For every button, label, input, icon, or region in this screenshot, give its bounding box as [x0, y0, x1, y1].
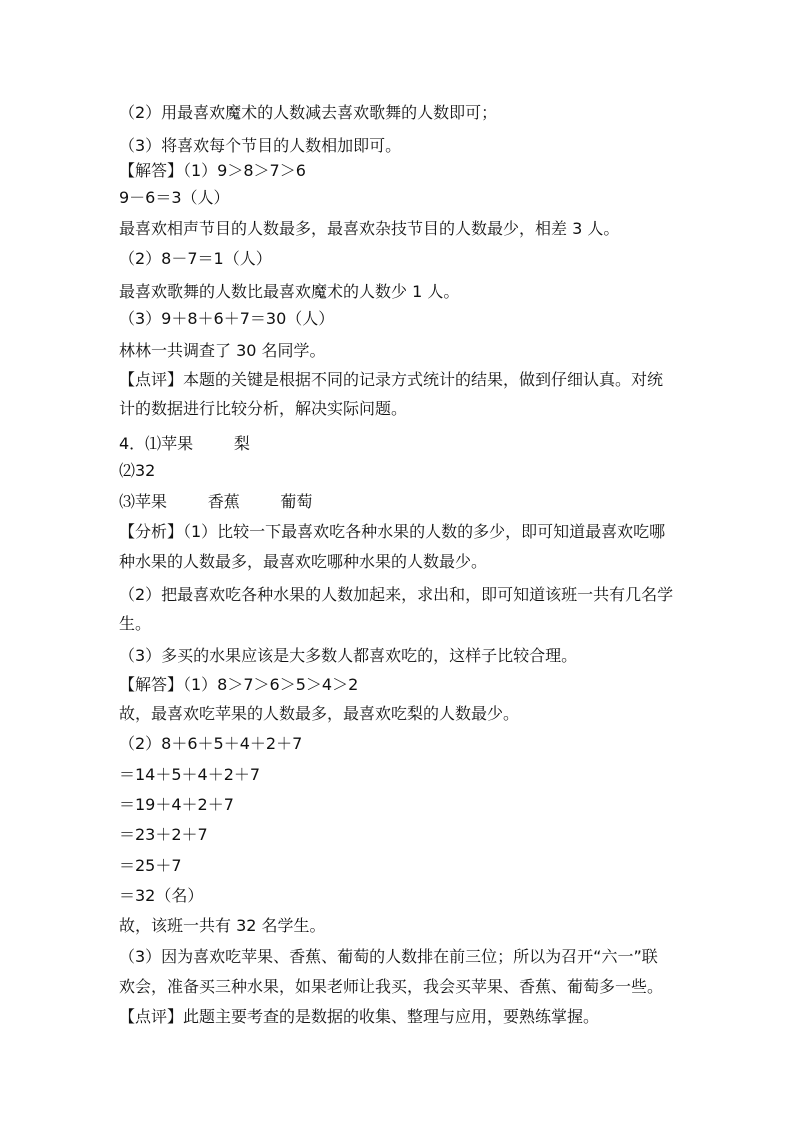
text-line: （2）8＋6＋5＋4＋2＋7	[119, 734, 303, 753]
text-line: 【点评】本题的关键是根据不同的记录方式统计的结果，做到仔细认真。对统	[119, 370, 664, 389]
text-line: ＝14＋5＋4＋2＋7	[119, 765, 261, 784]
text-line: 生。	[119, 614, 152, 633]
text-line: 【点评】此题主要考查的是数据的收集、整理与应用，要熟练掌握。	[119, 1007, 600, 1026]
text-line: 【分析】（1）比较一下最喜欢吃各种水果的人数的多少，即可知道最喜欢吃哪	[119, 522, 666, 541]
text-line: （2）把最喜欢吃各种水果的人数加起来，求出和，即可知道该班一共有几名学	[119, 585, 674, 604]
text-line: 【解答】（1）8＞7＞6＞5＞4＞2	[119, 675, 359, 694]
text-line: ＝25＋7	[119, 856, 182, 875]
text-line: 故，最喜欢吃苹果的人数最多，最喜欢吃梨的人数最少。	[119, 704, 520, 723]
text-line: ＝19＋4＋2＋7	[119, 795, 234, 814]
text-line: 9－6＝3（人）	[119, 188, 230, 207]
text-line: 故，该班一共有 32 名学生。	[119, 916, 326, 935]
text-line: ＝23＋2＋7	[119, 825, 208, 844]
text-line: 最喜欢歌舞的人数比最喜欢魔术的人数少 1 人。	[119, 282, 460, 301]
text-line: 最喜欢相声节目的人数最多，最喜欢杂技节目的人数最少，相差 3 人。	[119, 219, 620, 238]
text-line: 欢会，准备买三种水果，如果老师让我买，我会买苹果、香蕉、葡萄多一些。	[119, 977, 664, 996]
text-line: （3）9＋8＋6＋7＝30（人）	[119, 309, 335, 328]
text-line: 【解答】（1）9＞8＞7＞6	[119, 161, 306, 180]
text-line: 4．⑴苹果 梨	[119, 434, 250, 453]
text-line: 计的数据进行比较分析，解决实际问题。	[119, 399, 408, 418]
text-line: 林林一共调查了 30 名同学。	[119, 341, 326, 360]
text-line: （3）多买的水果应该是大多数人都喜欢吃的，这样子比较合理。	[119, 646, 578, 665]
text-line: ⑶苹果 香蕉 葡萄	[119, 492, 313, 511]
text-line: （2）用最喜欢魔术的人数减去喜欢歌舞的人数即可；	[119, 103, 498, 122]
text-line: （2）8－7＝1（人）	[119, 249, 272, 268]
text-line: （3）将喜欢每个节目的人数相加即可。	[119, 136, 402, 155]
text-line: ＝32（名）	[119, 886, 204, 905]
text-line: ⑵32	[119, 461, 156, 480]
text-line: 种水果的人数最多，最喜欢吃哪种水果的人数最少。	[119, 552, 488, 571]
text-line: （3）因为喜欢吃苹果、香蕉、葡萄的人数排在前三位；所以为召开“六一”联	[119, 947, 658, 966]
